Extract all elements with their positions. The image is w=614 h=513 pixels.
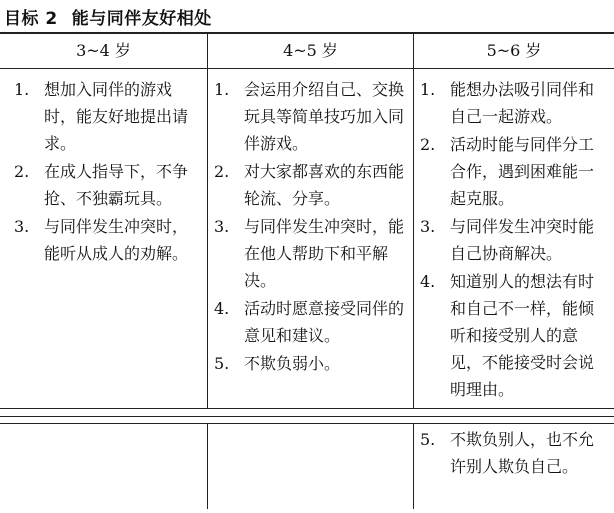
- column-header-age-4-5: 4~5 岁: [283, 41, 338, 60]
- goal-number: 目标 2: [4, 9, 58, 29]
- item-number: 5.: [420, 430, 436, 449]
- item-number: 4.: [420, 272, 436, 291]
- list-item: [420, 131, 608, 212]
- list-item: [214, 350, 410, 377]
- item-text: 活动时能与同伴分工合作，遇到困难能一起克服。: [450, 135, 595, 208]
- item-text: 对大家都喜欢的东西能轮流、分享。: [244, 162, 405, 208]
- item-text: 知道别人的想法有时和自己不一样，能倾听和接受别人的意见，不能接受时会说明理由。: [450, 272, 595, 399]
- item-text: 不欺负弱小。: [244, 354, 341, 373]
- list-item: [420, 76, 608, 130]
- break-rule-3: [0, 423, 614, 424]
- column-cell-age-4-5: [214, 76, 410, 378]
- item-number: 1.: [420, 80, 436, 99]
- list-item: [14, 76, 202, 157]
- item-number: 4.: [214, 299, 230, 318]
- column-divider-1: [207, 34, 208, 409]
- column-cell-age-3-4: [14, 76, 202, 268]
- list-item: [214, 158, 410, 212]
- item-text: 活动时愿意接受同伴的意见和建议。: [244, 299, 405, 345]
- item-number: 1.: [214, 80, 230, 99]
- column-header-age-3-4: 3~4 岁: [76, 41, 131, 60]
- list-item: [214, 213, 410, 294]
- item-text: 与同伴发生冲突时能自己协商解决。: [450, 217, 595, 263]
- header-rule: [0, 68, 614, 69]
- item-number: 2.: [420, 135, 436, 154]
- item-number: 2.: [14, 162, 30, 181]
- table-title: [4, 4, 212, 29]
- item-number: 5.: [214, 354, 230, 373]
- item-text: 与同伴发生冲突时，能听从成人的劝解。: [44, 217, 189, 263]
- item-text: 不欺负别人，也不允许别人欺负自己。: [450, 430, 595, 476]
- item-number: 1.: [14, 80, 30, 99]
- list-item: [214, 76, 410, 157]
- list-item: [214, 295, 410, 349]
- column-divider-1-cont: [207, 423, 208, 509]
- list-item: [420, 213, 608, 267]
- break-rule-1: [0, 408, 614, 409]
- list-item: [420, 268, 608, 403]
- continued-cell-age-5-6: [420, 426, 608, 481]
- item-text: 会运用介绍自己、交换玩具等简单技巧加入同伴游戏。: [244, 80, 405, 153]
- item-number: 3.: [420, 217, 436, 236]
- item-number: 3.: [214, 217, 230, 236]
- list-item: [14, 213, 202, 267]
- column-cell-age-5-6: [420, 76, 608, 404]
- list-item: [14, 158, 202, 212]
- item-text: 与同伴发生冲突时，能在他人帮助下和平解决。: [244, 217, 405, 290]
- break-rule-2: [0, 416, 614, 417]
- item-text: 在成人指导下，不争抢、不独霸玩具。: [44, 162, 189, 208]
- goal-text: 能与同伴友好相处: [71, 9, 212, 29]
- column-header-age-5-6: 5~6 岁: [486, 41, 542, 60]
- column-divider-2: [413, 34, 414, 409]
- item-number: 2.: [214, 162, 230, 181]
- item-number: 3.: [14, 217, 30, 236]
- item-text: 能想办法吸引同伴和自己一起游戏。: [450, 80, 595, 126]
- item-text: 想加入同伴的游戏时，能友好地提出请求。: [44, 80, 189, 153]
- list-item: [420, 426, 608, 480]
- column-divider-2-cont: [413, 423, 414, 509]
